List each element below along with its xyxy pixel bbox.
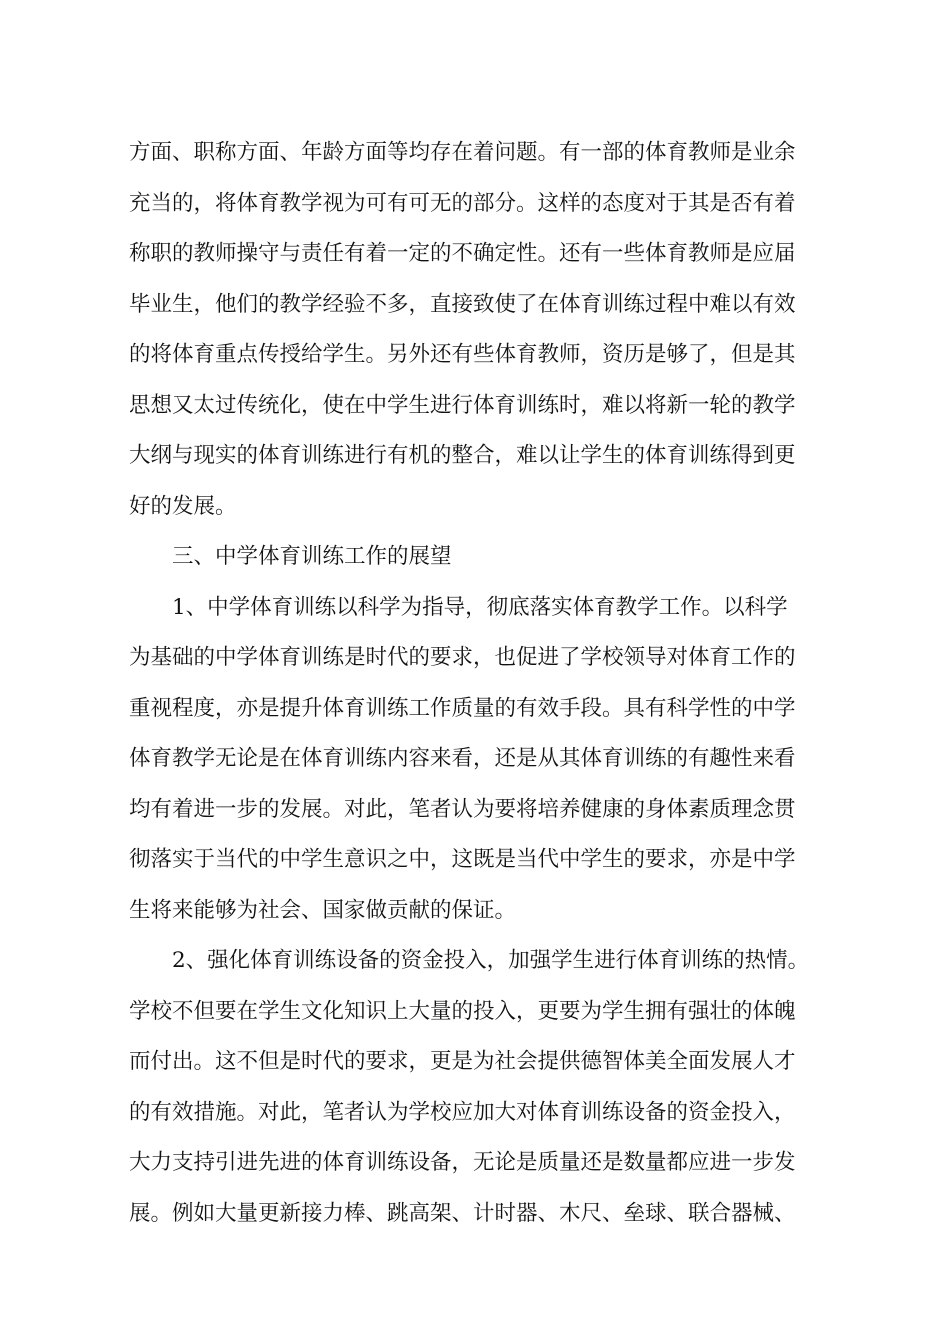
text-line: 体育教学无论是在体育训练内容来看，还是从其体育训练的有趣性来看 — [129, 746, 796, 771]
section-heading-text: 三、中学体育训练工作的展望 — [172, 544, 452, 569]
text-line: 为基础的中学体育训练是时代的要求，也促进了学校领导对体育工作的 — [129, 645, 796, 670]
text-line: 生将来能够为社会、国家做贡献的保证。 — [129, 897, 517, 923]
text-line: 而付出。这不但是时代的要求，更是为社会提供德智体美全面发展人才 — [129, 1049, 796, 1074]
text-line: 称职的教师操守与责任有着一定的不确定性。还有一些体育教师是应届 — [129, 241, 796, 266]
section-heading — [129, 532, 839, 583]
text-line: 大力支持引进先进的体育训练设备，无论是质量还是数量都应进一步发 — [129, 1150, 796, 1175]
text-line: 毕业生，他们的教学经验不多，直接致使了在体育训练过程中难以有效 — [129, 291, 796, 317]
text-line: 大纲与现实的体育训练进行有机的整合，难以让学生的体育训练得到更 — [129, 443, 796, 468]
paragraph-staff-issues — [129, 128, 839, 532]
text-line: 思想又太过传统化，使在中学生进行体育训练时，难以将新一轮的教学 — [129, 392, 796, 418]
text-line: 彻落实于当代的中学生意识之中，这既是当代中学生的要求，亦是中学 — [129, 847, 796, 872]
paragraph-point-2 — [129, 936, 839, 1239]
text-line: 均有着进一步的发展。对此，笔者认为要将培养健康的身体素质理念贯 — [129, 796, 796, 822]
paragraph-point-1 — [129, 583, 839, 937]
text-line: 学校不但要在学生文化知识上大量的投入，更要为学生拥有强壮的体魄 — [129, 998, 796, 1024]
text-line: 方面、职称方面、年龄方面等均存在着问题。有一部的体育教师是业余 — [129, 140, 796, 165]
text-line: 充当的，将体育教学视为可有可无的部分。这样的态度对于其是否有着 — [129, 190, 796, 216]
text-line: 的将体育重点传授给学生。另外还有些体育教师，资历是够了，但是其 — [129, 342, 796, 367]
text-line: 重视程度，亦是提升体育训练工作质量的有效手段。具有科学性的中学 — [129, 695, 796, 721]
text-line: 的有效措施。对此，笔者认为学校应加大对体育训练设备的资金投入， — [129, 1099, 796, 1125]
text-line: 1、中学体育训练以科学为指导，彻底落实体育教学工作。以科学 — [172, 594, 788, 620]
text-line: 好的发展。 — [129, 493, 237, 519]
text-line: 展。例如大量更新接力棒、跳高架、计时器、木尺、垒球、联合器械、 — [129, 1200, 796, 1226]
document-body — [129, 128, 839, 1239]
text-line: 2、强化体育训练设备的资金投入，加强学生进行体育训练的热情。 — [172, 948, 810, 973]
